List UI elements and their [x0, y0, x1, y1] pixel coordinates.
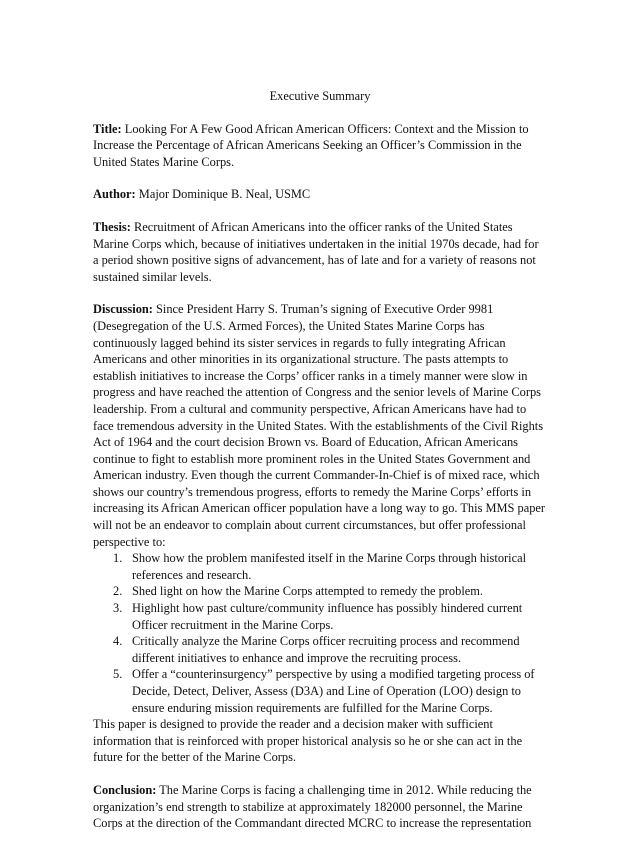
discussion-label: Discussion: [93, 302, 153, 317]
title-text: Looking For A Few Good African American Officers: Context and the Mission to Increase the Percentage of African Americans Seeking an Officer’s Commission in the United States Marine Corps. [93, 121, 529, 169]
title-paragraph [93, 121, 547, 171]
author-paragraph [93, 186, 547, 203]
page-heading: Executive Summary [269, 89, 371, 103]
thesis-label: Thesis: [93, 219, 131, 234]
list-item-text: Shed light on how the Marine Corps attempted to remedy the problem. [132, 584, 483, 599]
list-item-number: 2. [113, 584, 123, 599]
list-item-text: Offer a “counterinsurgency” perspective by using a modified targeting process of Decide, Detect, Deliver, Assess (D3A) and Line of Operation (LOO) design to ensure enduring mission requirements are fulfilled for the Marine Corps. [132, 667, 535, 715]
thesis-text: Recruitment of African Americans into the officer ranks of the United States Marine Corps which, because of initiatives undertaken in the initial 1970s decade, had for a period shown positive signs of advancement, has of late and for a variety of reasons not sustained similar levels. [93, 219, 539, 284]
thesis-paragraph [93, 219, 547, 285]
list-item [93, 666, 547, 716]
list-item [93, 583, 547, 600]
list-item-number: 3. [113, 601, 123, 616]
list-item [93, 600, 547, 633]
author-label: Author: [93, 187, 136, 202]
discussion-list [93, 550, 547, 716]
list-item-number: 1. [113, 551, 123, 566]
title-label: Title: [93, 121, 122, 136]
list-item-number: 5. [113, 667, 123, 682]
discussion-text: Since President Harry S. Truman’s signing of Executive Order 9981 (Desegregation of the U.S. Armed Forces), the United States Marine Corps has continuously lagged behind its sister services in regards to fully integrating African Americans and other minorities in its organizational structure. The pasts attempts to establish initiatives to increase the Corps’ officer ranks in a timely manner were slow in progress and have reached the attention of Congress and the senior levels of Marine Corps leadership. From a cultural and community perspective, African Americans have had to face tremendous adversity in the United States. With the establishments of the Civil Rights Act of 1964 and the court decision Brown vs. Board of Education, African Americans continue to fight to establish more prominent roles in the United States Government and American industry. Even though the current Commander-In-Chief is of mixed race, which shows our country’s tremendous progress, efforts to remedy the Marine Corps’ efforts in increasing its African American officer population have a long way to go. This MMS paper will not be an endeavor to complain about current circumstances, but offer professional perspective to: [93, 302, 546, 549]
list-item [93, 550, 547, 583]
list-item-text: Highlight how past culture/community influence has possibly hindered current Officer recruitment in the Marine Corps. [132, 601, 523, 632]
conclusion-paragraph [93, 782, 547, 832]
discussion-paragraph [93, 301, 547, 550]
list-item-number: 4. [113, 634, 123, 649]
conclusion-label: Conclusion: [93, 782, 157, 797]
list-item-text: Critically analyze the Marine Corps officer recruiting process and recommend different initiatives to enhance and improve the recruiting process. [132, 634, 520, 665]
list-item [93, 633, 547, 666]
conclusion-text: The Marine Corps is facing a challenging time in 2012. While reducing the organization’s end strength to stabilize at approximately 182000 personnel, the Marine Corps at the direction of the Commandant directed MCRC to increase the representation [93, 782, 532, 831]
document-body [93, 88, 547, 848]
list-item-text: Show how the problem manifested itself in the Marine Corps through historical references and research. [132, 551, 527, 582]
author-text: Major Dominique B. Neal, USMC [138, 187, 311, 202]
discussion-closing: This paper is designed to provide the reader and a decision maker with sufficient information that is reinforced with proper historical analysis so he or she can act in the future for the better of the Marine Corps. [93, 717, 523, 765]
discussion-section [93, 301, 547, 766]
